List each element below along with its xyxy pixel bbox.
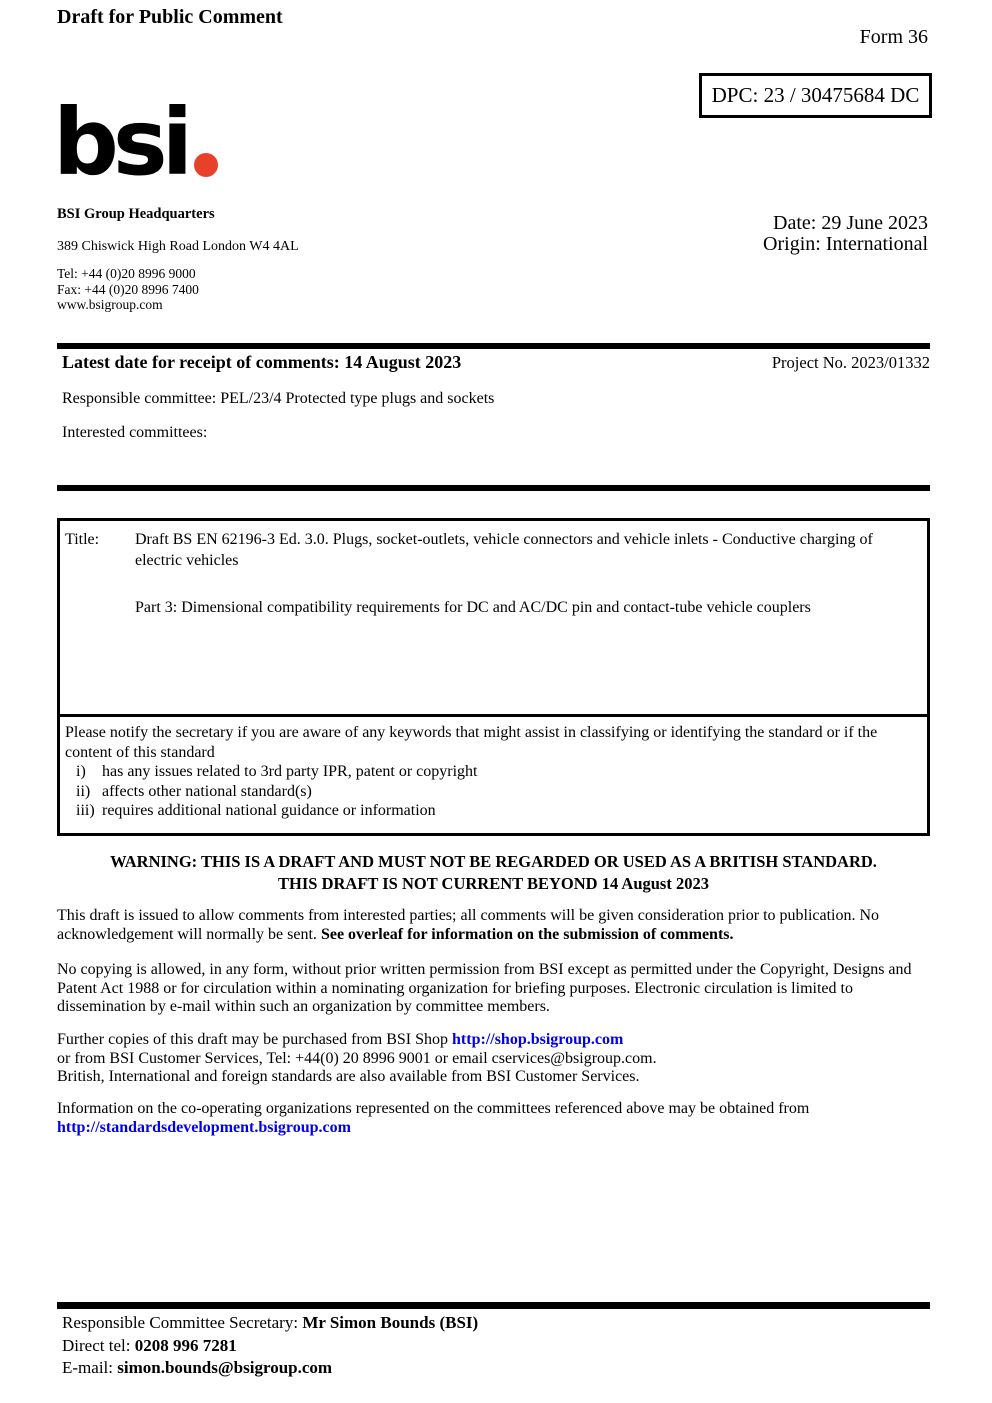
- issued-text: This draft is issued to allow comments from interested parties; all comments will be given consideration prior to publication. No acknowledgement will normally be sent.: [57, 907, 880, 943]
- see-overleaf-bold-text: See overleaf for information on the submission of comments.: [320, 925, 734, 943]
- draft-warning-notice: [57, 851, 930, 895]
- further-copies-line: [57, 1031, 930, 1050]
- list-item: [65, 782, 921, 802]
- list-item-text: has any issues related to 3rd party IPR, patent or copyright: [102, 763, 478, 780]
- standards-development-link[interactable]: http://standardsdevelopment.bsigroup.com: [57, 1118, 351, 1136]
- notify-intro-text: Please notify the secretary if you are aware of any keywords that might assist in classifying or identifying the standard or if the content of this standard: [65, 724, 878, 761]
- list-item-text: affects other national standard(s): [102, 782, 312, 800]
- bsi-logo-red-dot-icon: [194, 153, 218, 177]
- comments-deadline-row: [57, 352, 930, 373]
- headquarters-tel: Tel: +44 (0)20 8996 9000: [57, 266, 196, 281]
- no-copying-paragraph: No copying is allowed, in any form, without prior written permission from BSI except as permitted under the Copyright, Designs and Patent Act 1988 or for circulation within a nominating organization for briefing purposes. Electronic circulation is limited to dissemination by e-mail within such an organization by committee members.: [57, 961, 912, 1015]
- draft-for-public-comment-heading: Draft for Public Comment: [57, 6, 283, 28]
- list-item-marker: ii): [76, 782, 91, 800]
- email-label: E-mail:: [62, 1358, 118, 1377]
- headquarters-address: 389 Chiswick High Road London W4 4AL: [57, 239, 299, 254]
- project-number: Project No. 2023/01332: [771, 353, 930, 372]
- direct-tel-label: Direct tel:: [62, 1335, 135, 1355]
- cooperating-organizations-text: Information on the co-operating organizations represented on the committees referenced above may be obtained from: [57, 1100, 810, 1117]
- standard-title-text: Draft BS EN 62196-3 Ed. 3.0. Plugs, socket-outlets, vehicle connectors and vehicle inlets - Conductive charging of electric vehicles: [135, 531, 873, 569]
- further-copies-text: Further copies of this draft may be purchased from BSI Shop: [57, 1031, 453, 1048]
- list-item-marker: iii): [76, 802, 95, 819]
- standards-availability-line: British, International and foreign standards are also available from BSI Customer Services.: [57, 1068, 640, 1085]
- horizontal-rule-middle: [57, 485, 930, 491]
- date-origin-block: [763, 213, 928, 255]
- bsi-shop-link[interactable]: http://shop.bsigroup.com: [452, 1031, 624, 1048]
- headquarters-contact-block: [57, 266, 199, 313]
- cooperating-organizations-paragraph: [57, 1100, 930, 1137]
- title-content: [135, 529, 919, 714]
- horizontal-rule-bottom: [57, 1302, 930, 1309]
- dpc-number-text: DPC: 23 / 30475684 DC: [711, 83, 920, 107]
- headquarters-fax: Fax: +44 (0)20 8996 7400: [57, 281, 199, 297]
- responsible-committee-line: Responsible committee: PEL/23/4 Protected type plugs and sockets: [62, 390, 495, 407]
- dpc-number-box: [699, 73, 932, 118]
- direct-tel-value: 0208 996 7281: [134, 1335, 237, 1355]
- committee-secretary-block: [62, 1312, 478, 1380]
- horizontal-rule-top: [57, 343, 930, 349]
- interested-committees-line: Interested committees:: [62, 424, 208, 441]
- warning-line-2: THIS DRAFT IS NOT CURRENT BEYOND 14 August 2023: [278, 874, 709, 893]
- secretary-name: Mr Simon Bounds (BSI): [302, 1313, 479, 1332]
- headquarters-name: BSI Group Headquarters: [57, 206, 215, 222]
- direct-tel-line: [62, 1335, 478, 1358]
- secretary-label: Responsible Committee Secretary:: [62, 1313, 303, 1332]
- secretary-line: [62, 1312, 478, 1335]
- origin-line: Origin: International: [763, 233, 928, 255]
- warning-line-1: WARNING: THIS IS A DRAFT AND MUST NOT BE REGARDED OR USED AS A BRITISH STANDARD.: [110, 852, 877, 871]
- bsi-logo: [53, 66, 218, 196]
- notify-items-list: [65, 762, 921, 821]
- latest-date-for-comments: Latest date for receipt of comments: 14 August 2023: [62, 352, 462, 372]
- keywords-notify-row: [60, 717, 927, 833]
- title-table: [57, 518, 930, 836]
- list-item-marker: i): [76, 763, 86, 780]
- title-row: [60, 521, 927, 717]
- title-label: Title:: [65, 531, 100, 548]
- bsi-logo-text: bsi: [53, 88, 188, 196]
- date-line: Date: 29 June 2023: [773, 212, 928, 234]
- customer-services-line: or from BSI Customer Services, Tel: +44(0) 20 8996 9001 or email cservices@bsigroup.com.: [57, 1049, 657, 1067]
- standard-part-text: Part 3: Dimensional compatibility requirements for DC and AC/DC pin and contact-tube vehicle couplers: [135, 599, 811, 616]
- email-line: [62, 1357, 478, 1380]
- form-number-label: Form 36: [859, 26, 928, 48]
- list-item-text: requires additional national guidance or information: [102, 802, 436, 819]
- list-item: [65, 762, 921, 782]
- issued-for-comments-paragraph: [57, 907, 930, 944]
- headquarters-website: www.bsigroup.com: [57, 297, 163, 312]
- further-copies-paragraph: [57, 1031, 930, 1087]
- list-item: [65, 801, 921, 821]
- email-value: simon.bounds@bsigroup.com: [117, 1358, 333, 1377]
